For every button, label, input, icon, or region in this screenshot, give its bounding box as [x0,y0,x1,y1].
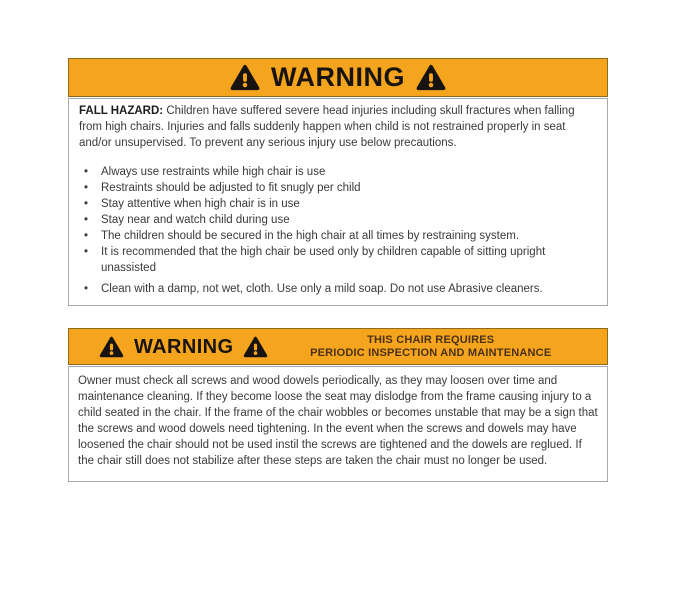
precaution-item: • Stay attentive when high chair is in use [79,196,597,212]
fall-hazard-intro: Children have suffered severe head injuries including skull fractures when falling from high chairs. Injuries and falls suddenly happen when child is not restrained properly in seat and/or unsupervised. To prevent any serious injury use below precautions. [79,105,575,149]
warning-triangle-icon [416,64,446,91]
precautions-list [79,164,597,297]
warning-title: WARNING [271,62,405,92]
precaution-item: • It is recommended that the high chair be used only by children capable of sitting upright unassisted [79,244,597,276]
maintenance-text-box [68,366,608,482]
warning-title-group [69,336,268,358]
banner-subtitle-line1: THIS CHAIR REQUIRES [367,333,495,346]
precaution-item: • Clean with a damp, not wet, cloth. Use only a mild soap. Do not use Abrasive cleaners. [79,281,597,297]
warning-triangle-icon [99,336,124,358]
banner-subtitle [268,334,607,360]
fall-hazard-heading: FALL HAZARD: [79,105,164,117]
warning-banner-1 [68,58,608,97]
maintenance-paragraph: Owner must check all screws and wood dowels periodically, as they may loosen over time and maintenance cleaning. If they become loose the seat may dislodge from the frame causing injury to a child seated in the chair. If the frame of the chair wobbles or becomes unstable that may be a sign that the screws and wood dowels need tightening. In the event when the screws and dowels may have loosened the chair should not be used instil the screws are tightened and the dowels are reglued. If the chair still does not stabilize after these steps are taken the chair must no longer be used. [78,375,598,467]
precaution-item: • Always use restraints while high chair is use [79,164,597,180]
warning-banner-2 [68,328,608,365]
precaution-item: • Restraints should be adjusted to fit snugly per child [79,180,597,196]
warning-triangle-icon [243,336,268,358]
precaution-item: • The children should be secured in the high chair at all times by restraining system. [79,228,597,244]
fall-hazard-paragraph [79,103,597,151]
warning-title: WARNING [134,335,234,358]
fall-hazard-text-box [68,98,608,306]
warning-triangle-icon [230,64,260,91]
precaution-item: • Stay near and watch child during use [79,212,597,228]
banner-subtitle-line2: PERIODIC INSPECTION AND MAINTENANCE [310,346,552,359]
warning-label [68,58,608,482]
